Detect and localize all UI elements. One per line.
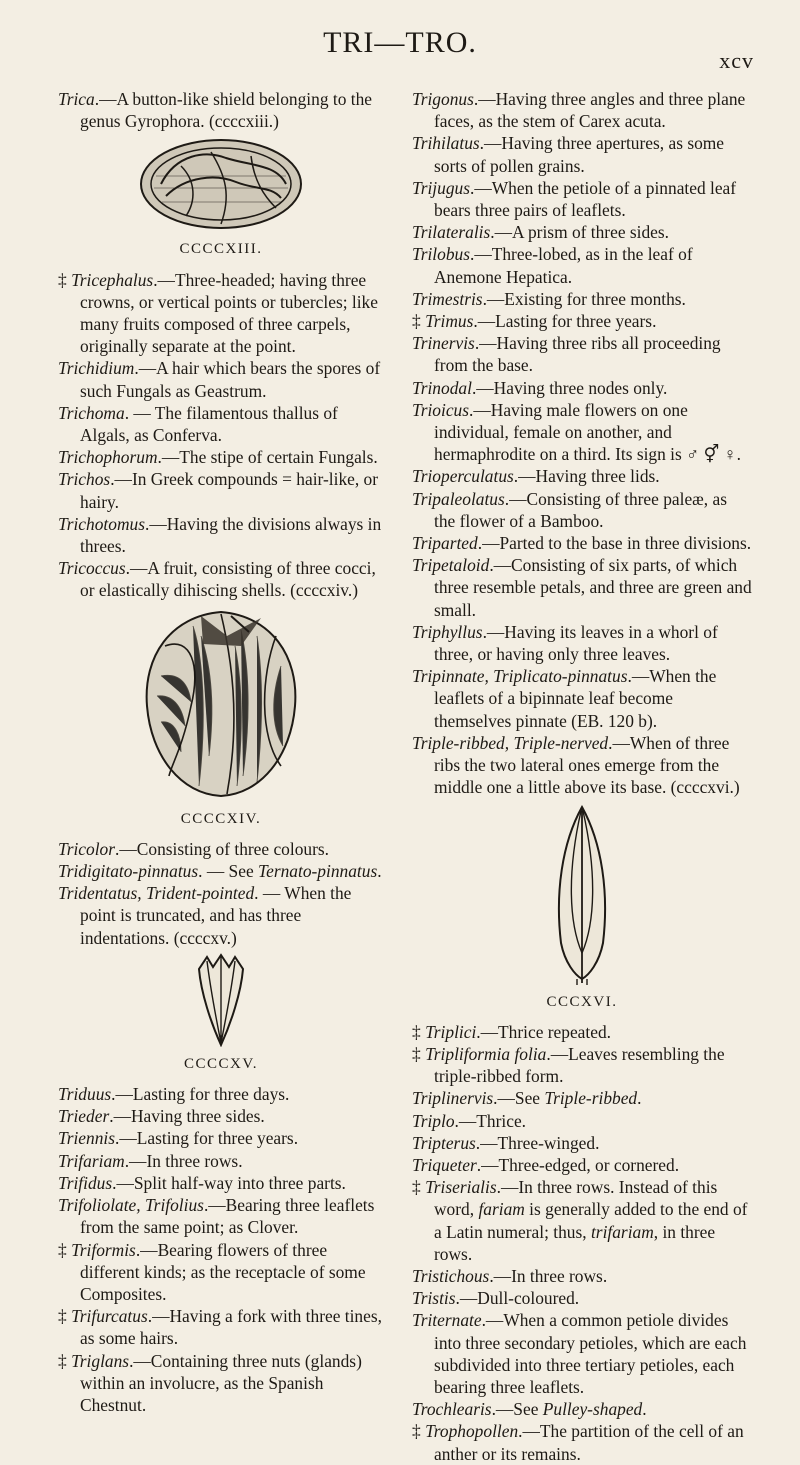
entry-tricoccus: Tricoccus.—A fruit, consisting of three cocci, or elastically dihiscing shells. (ccccxiv.) (58, 558, 376, 601)
entry-tripetaloid: Tripetaloid.—Consisting of six parts, of which three resemble petals, and three are green and small. (412, 555, 752, 620)
entry-tristichous: Tristichous.—In three rows. (412, 1265, 608, 1286)
triple-ribbed-leaf-illustration (547, 803, 617, 985)
entry-trichoma: Trichoma. — The filamentous thallus of Algals, as Conferva. (58, 402, 338, 446)
entry-trigonus: Trigonus.—Having three angles and three plane faces, as the stem of Carex acuta. (412, 89, 746, 132)
figure-triple-ribbed-leaf (412, 803, 752, 985)
entry-trichotomus: Trichotomus.—Having the divisions always in threes. (58, 513, 382, 557)
entry-trioperculatus: Trioperculatus.—Having three lids. (412, 466, 660, 487)
entry-triphyllus: Triphyllus.—Having its leaves in a whorl of three, or having only three leaves. (412, 621, 718, 665)
entry-trimus: ‡ Trimus.—Lasting for three years. (412, 311, 657, 332)
entry-tridentatus: Tridentatus, Trident-pointed. — When the point is truncated, and has three indentations. (ccccxv.) (58, 883, 352, 948)
entry-tristis: Tristis.—Dull-coloured. (412, 1288, 580, 1309)
entry-trochlearis: Trochlearis.—See Pulley-shaped. (412, 1399, 647, 1420)
entry-triserialis: ‡ Triserialis.—In three rows. Instead of this word, fariam is generally added to the end of a Latin numeral; thus, trifariam, in three rows. (412, 1177, 748, 1264)
figure-trident-leaf (58, 953, 384, 1047)
entry-trichidium: Trichidium.—A hair which bears the spores of such Fungals as Geastrum. (58, 358, 381, 401)
figure-tricoccus-fruit (58, 606, 384, 802)
entry-trimestris: Trimestris.—Existing for three months. (412, 288, 686, 309)
entry-triglans: ‡ Triglans.—Containing three nuts (glands) within an involucre, as the Spanish Chestnut. (58, 1350, 362, 1415)
entry-trieder: Trieder.—Having three sides. (58, 1106, 265, 1127)
figure-caption: CCCCXIII. (179, 241, 263, 258)
left-column (58, 88, 384, 1416)
shield-illustration (136, 136, 306, 232)
entry-tridigitato-pinnatus: Tridigitato-pinnatus. — See Ternato-pinnatus. (58, 861, 382, 882)
entry-triduus: Triduus.—Lasting for three days. (58, 1084, 290, 1105)
entry-trophopollen: ‡ Trophopollen.—The partition of the cell of an anther or its remains. (412, 1421, 744, 1464)
right-column (412, 88, 752, 1465)
entry-triplici: ‡ Triplici.—Thrice repeated. (412, 1021, 611, 1042)
entry-triennis: Triennis.—Lasting for three years. (58, 1128, 299, 1149)
entry-trioicus: Trioicus.—Having male flowers on one individual, female on another, and hermaphrodite on a third. Its sign is ♂ ⚥ ♀. (412, 399, 741, 465)
entry-trifoliolate: Trifoliolate, Trifolius.—Bearing three leaflets from the same point; as Clover. (58, 1195, 375, 1238)
entry-trilateralis: Trilateralis.—A prism of three sides. (412, 222, 670, 243)
entry-trica: Trica.—A button-like shield belonging to the genus Gyrophora. (ccccxiii.) (58, 89, 372, 132)
entry-tripterus: Tripterus.—Three-winged. (412, 1132, 600, 1153)
entry-trilobus: Trilobus.—Three-lobed, as in the leaf of Anemone Hepatica. (412, 244, 693, 287)
page-number: xcv (719, 48, 754, 73)
entry-trifidus: Trifidus.—Split half-way into three parts. (58, 1172, 346, 1193)
entry-trifariam: Trifariam.—In three rows. (58, 1150, 243, 1171)
entry-trinervis: Trinervis.—Having three ribs all proceeding from the base. (412, 333, 721, 376)
trident-leaf-illustration (191, 953, 251, 1047)
entry-trichophorum: Trichophorum.—The stipe of certain Fungals. (58, 447, 378, 468)
figure-caption: CCCCXV. (183, 1055, 258, 1072)
entry-triplinervis: Triplinervis.—See Triple-ribbed. (412, 1088, 642, 1109)
entry-triternate: Triternate.—When a common petiole divides into three secondary petioles, which are each subdivided into three tertiary petioles, each bearing three leaflets. (412, 1310, 747, 1397)
figure-caption: CCCXVI. (546, 993, 618, 1010)
entry-tripinnate: Tripinnate, Triplicato-pinnatus.—When the leaflets of a bipinnate leaf become themselves pinnate (EB. 120 b). (412, 666, 717, 731)
page-header (0, 26, 800, 73)
running-title: TRI—TRO. (323, 26, 477, 59)
entry-trifurcatus: ‡ Trifurcatus.—Having a fork with three tines, as some hairs. (58, 1306, 382, 1349)
entry-trihilatus: Trihilatus.—Having three apertures, as some sorts of pollen grains. (412, 133, 725, 176)
entry-tricephalus: ‡ Tricephalus.—Three-headed; having three crowns, or vertical points or tubercles; like many fruits composed of three carpels, originally separate at the point. (58, 269, 378, 357)
entry-triqueter: Triqueter.—Three-edged, or cornered. (412, 1154, 680, 1175)
entry-tripliformia-folia: ‡ Tripliformia folia.—Leaves resembling the triple-ribbed form. (412, 1043, 725, 1087)
tricoccus-fruit-illustration (131, 606, 311, 802)
entry-triplo: Triplo.—Thrice. (412, 1110, 527, 1131)
figure-caption: CCCCXIV. (180, 810, 262, 827)
figure-shield-illustration (58, 136, 384, 232)
entry-tripaleolatus: Tripaleolatus.—Consisting of three paleæ, as the flower of a Bamboo. (412, 488, 727, 531)
entry-triparted: Triparted.—Parted to the base in three divisions. (412, 533, 752, 554)
entry-triple-ribbed: Triple-ribbed, Triple-nerved.—When of three ribs the two lateral ones emerge from the middle one a little above its base. (ccccxvi.) (412, 732, 740, 798)
entry-tricolor: Tricolor.—Consisting of three colours. (58, 838, 330, 859)
entry-trichos: Trichos.—In Greek compounds = hair-like, or hairy. (58, 469, 379, 512)
entry-trinodal: Trinodal.—Having three nodes only. (412, 377, 668, 398)
entry-triformis: ‡ Triformis.—Bearing flowers of three different kinds; as the receptacle of some Composites. (58, 1239, 366, 1304)
entry-trijugus: Trijugus.—When the petiole of a pinnated leaf bears three pairs of leaflets. (412, 177, 737, 221)
